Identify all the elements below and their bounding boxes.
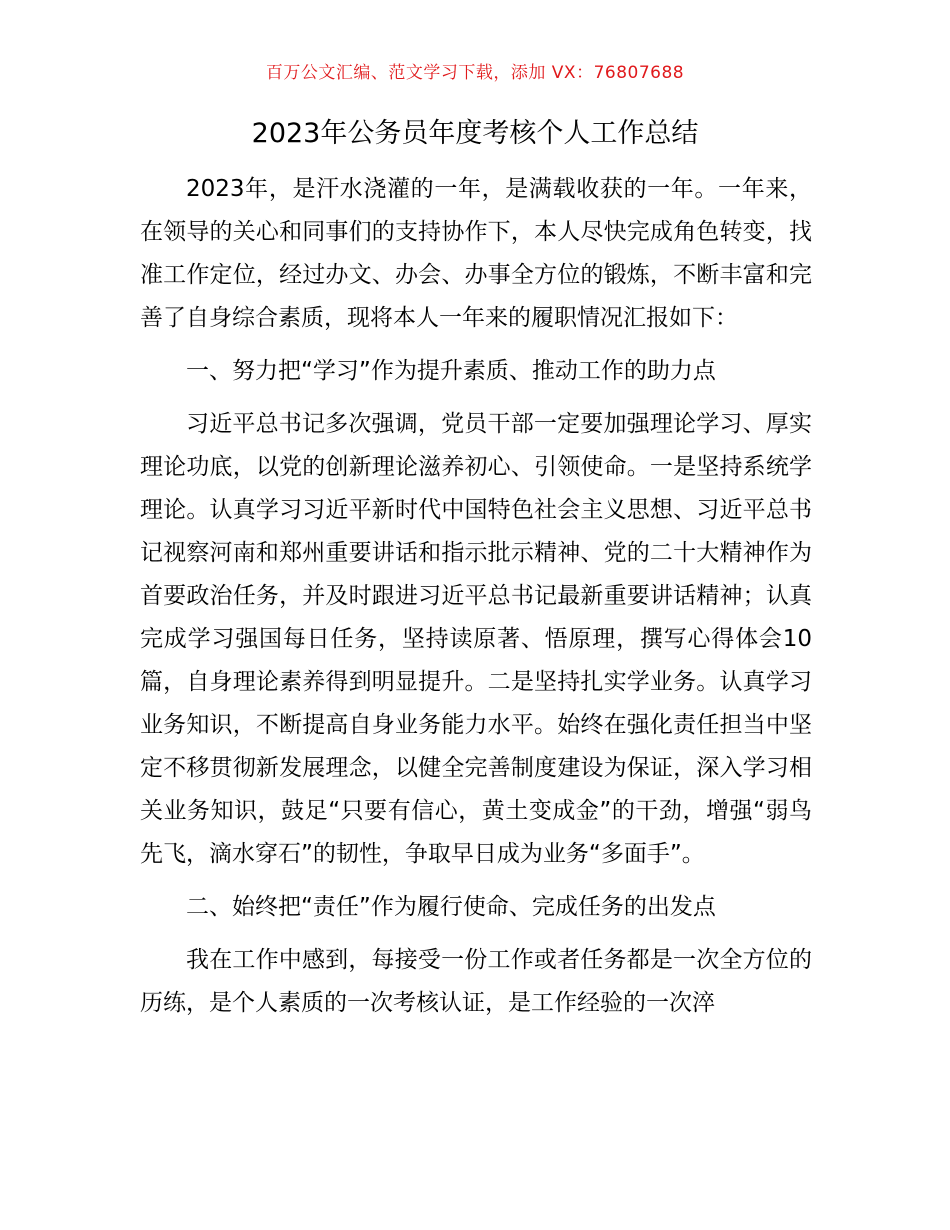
document-title: 2023年公务员年度考核个人工作总结 (251, 118, 699, 149)
header-watermark-note: 百万公文汇编、范文学习下载，添加 VX：76807688 (265, 63, 685, 83)
paragraph-section-2: 我在工作中感到，每接受一份工作或者任务都是一次全方位的历练，是个人素质的一次考核认证，是工作经验的一次淬 (140, 947, 812, 1016)
section-heading-1: 一、努力把“学习”作为提升素质、推动工作的助力点 (186, 358, 716, 384)
paragraph-intro: 2023年，是汗水浇灌的一年，是满载收获的一年。一年来，在领导的关心和同事们的支持协作下，本人尽快完成角色转变，找准工作定位，经过办文、办会、办事全方位的锻炼，不断丰富和完善了自身综合素质，现将本人一年来的履职情况汇报如下： (140, 176, 812, 331)
paragraph-section-1: 习近平总书记多次强调，党员干部一定要加强理论学习、厚实理论功底，以党的创新理论滋养初心、引领使命。一是坚持系统学理论。认真学习习近平新时代中国特色社会主义思想、习近平总书记视察河南和郑州重要讲话和指示批示精神、党的二十大精神作为首要政治任务，并及时跟进习近平总书记最新重要讲话精神；认真完成学习强国每日任务，坚持读原著、悟原理，撰写心得体会10篇，自身理论素养得到明显提升。二是坚持扎实学业务。认真学习业务知识，不断提高自身业务能力水平。始终在强化责任担当中坚定不移贯彻新发展理念，以健全完善制度建设为保证，深入学习相关业务知识，鼓足“只要有信心，黄土变成金”的干劲，增强“弱鸟先飞，滴水穿石”的韧性，争取早日成为业务“多面手”。 (140, 411, 812, 867)
document-body (140, 168, 812, 1025)
section-heading-2: 二、始终把“责任”作为履行使命、完成任务的出发点 (186, 894, 716, 920)
